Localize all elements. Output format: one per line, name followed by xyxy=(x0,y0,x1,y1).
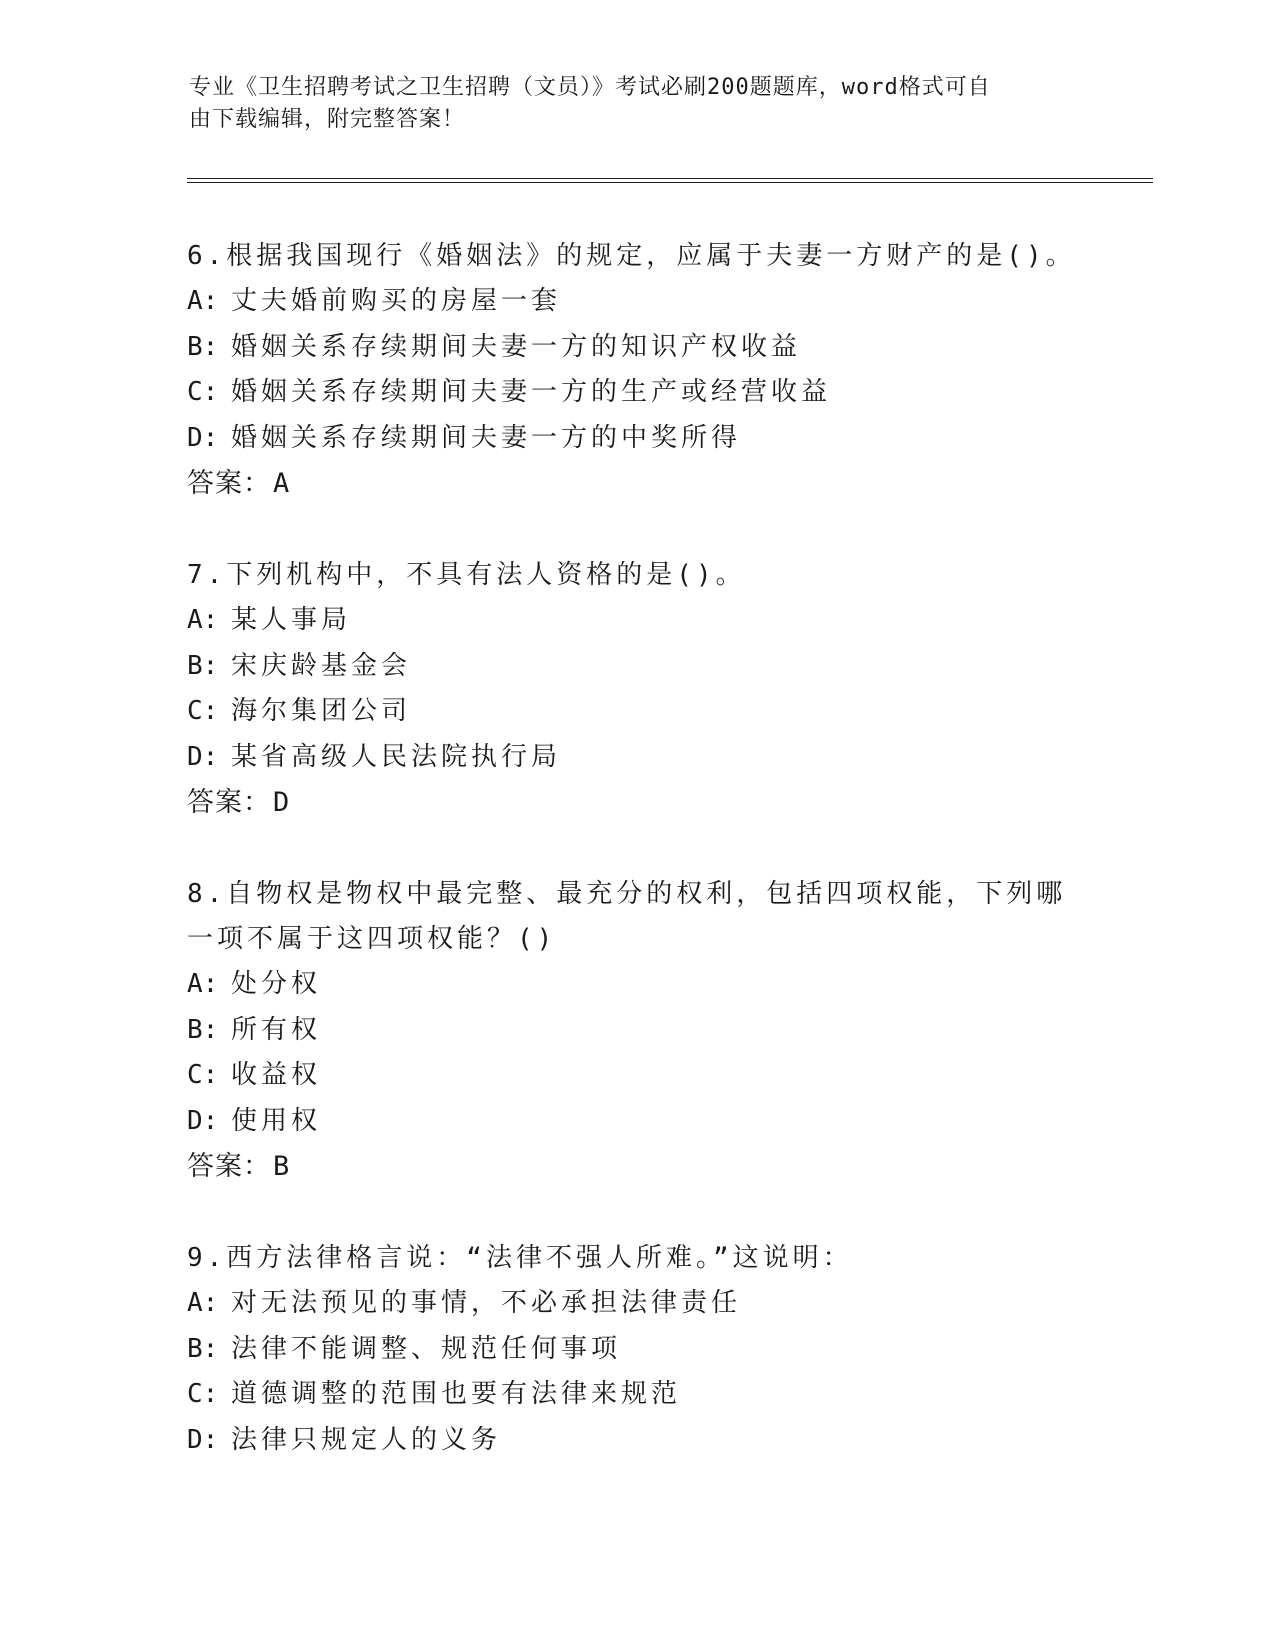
header-divider-bottom xyxy=(187,182,1153,183)
question-7 xyxy=(187,553,1087,825)
option-b xyxy=(187,644,1087,690)
option-text: 某人事局 xyxy=(231,605,352,635)
option-letter: C: xyxy=(187,1060,219,1090)
answer-value: A xyxy=(273,468,291,499)
option-text: 婚姻关系存续期间夫妻一方的生产或经营收益 xyxy=(231,377,832,407)
option-letter: B: xyxy=(187,331,219,362)
option-text: 海尔集团公司 xyxy=(231,696,412,726)
option-a xyxy=(187,279,1087,325)
option-text: 法律不能调整、规范任何事项 xyxy=(231,1333,622,1364)
option-letter: C: xyxy=(187,377,219,407)
option-letter: A: xyxy=(187,969,219,999)
option-letter: D: xyxy=(187,422,219,453)
option-letter: A: xyxy=(187,605,219,635)
answer-line xyxy=(187,461,1087,506)
option-letter: D: xyxy=(187,1105,219,1136)
option-c xyxy=(187,689,1087,735)
option-text: 所有权 xyxy=(231,1014,322,1045)
answer-label: 答案： xyxy=(187,1151,271,1182)
option-text: 处分权 xyxy=(231,969,322,999)
option-c xyxy=(187,370,1087,416)
option-letter: D: xyxy=(187,1424,219,1455)
header-line-1: 专业《卫生招聘考试之卫生招聘（文员）》考试必刷200题题库，word格式可自 xyxy=(189,75,991,100)
option-letter: B: xyxy=(187,1014,219,1045)
option-d xyxy=(187,1099,1087,1145)
option-text: 道德调整的范围也要有法律来规范 xyxy=(231,1379,682,1409)
option-text: 丈夫婚前购买的房屋一套 xyxy=(231,286,562,316)
header-divider-top xyxy=(187,178,1153,179)
option-b xyxy=(187,1008,1087,1054)
option-text: 婚姻关系存续期间夫妻一方的中奖所得 xyxy=(231,422,742,453)
option-text: 对无法预见的事情，不必承担法律责任 xyxy=(231,1288,742,1318)
question-stem: 9.西方法律格言说：“法律不强人所难。”这说明： xyxy=(187,1243,853,1273)
option-a xyxy=(187,598,1087,644)
option-b xyxy=(187,1327,1087,1373)
answer-line xyxy=(187,1144,1087,1189)
header-line-2: 由下载编辑，附完整答案！ xyxy=(189,107,466,132)
question-stem: 6.根据我国现行《婚姻法》的规定，应属于夫妻一方财产的是()。 xyxy=(187,241,1076,271)
answer-label: 答案： xyxy=(187,787,271,818)
option-a xyxy=(187,962,1087,1008)
option-text: 宋庆龄基金会 xyxy=(231,650,412,681)
option-letter: A: xyxy=(187,286,219,316)
option-letter: C: xyxy=(187,696,219,726)
answer-value: B xyxy=(273,1151,291,1182)
option-text: 婚姻关系存续期间夫妻一方的知识产权收益 xyxy=(231,331,802,362)
option-c xyxy=(187,1372,1087,1418)
option-letter: B: xyxy=(187,650,219,681)
option-letter: A: xyxy=(187,1288,219,1318)
option-d xyxy=(187,735,1087,781)
option-text: 收益权 xyxy=(231,1060,322,1090)
option-c xyxy=(187,1053,1087,1099)
option-b xyxy=(187,325,1087,371)
question-stem: 7.下列机构中，不具有法人资格的是()。 xyxy=(187,560,746,590)
option-d xyxy=(187,416,1087,462)
answer-line xyxy=(187,780,1087,825)
question-8 xyxy=(187,872,1087,1189)
answer-value: D xyxy=(273,787,291,818)
option-letter: D: xyxy=(187,741,219,772)
option-a xyxy=(187,1281,1087,1327)
question-9 xyxy=(187,1236,1087,1463)
option-text: 法律只规定人的义务 xyxy=(231,1424,502,1455)
option-d xyxy=(187,1418,1087,1464)
answer-label: 答案： xyxy=(187,468,271,499)
option-text: 使用权 xyxy=(231,1105,322,1136)
question-6 xyxy=(187,234,1087,506)
option-letter: B: xyxy=(187,1333,219,1364)
question-stem: 8.自物权是物权中最完整、最充分的权利，包括四项权能，下列哪一项不属于这四项权能？() xyxy=(187,879,1067,954)
option-letter: C: xyxy=(187,1379,219,1409)
document-header xyxy=(189,72,1089,136)
option-text: 某省高级人民法院执行局 xyxy=(231,741,562,772)
